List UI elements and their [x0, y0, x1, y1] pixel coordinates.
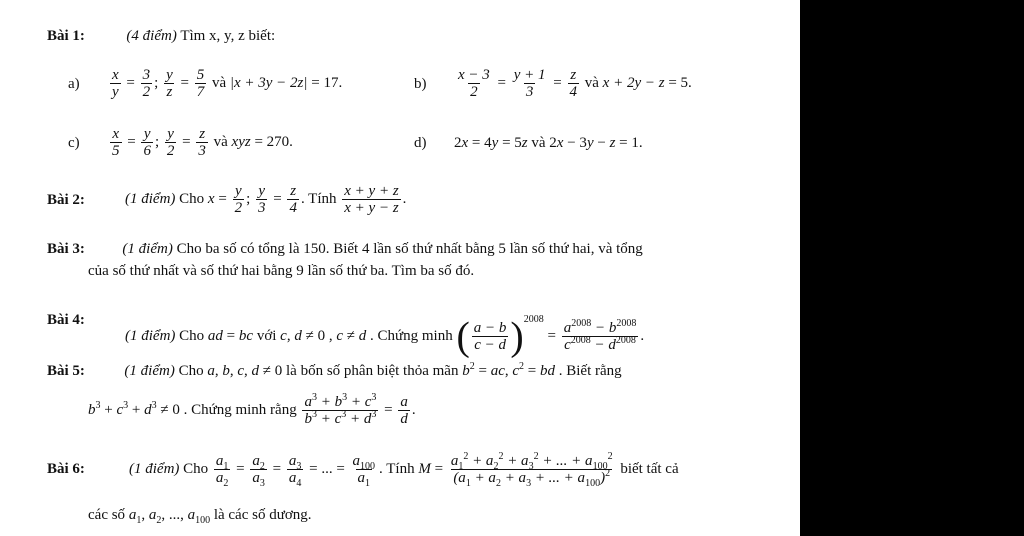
bai4-label	[47, 311, 85, 329]
bai1c-label: c)	[68, 135, 80, 151]
bai1-header	[47, 27, 275, 45]
bai2-label-text: Bài 2:	[47, 192, 85, 208]
bai6-line1: (1 điểm) Cho $\frac{a_1}{a_2}$ = $\frac{a_2}{a_3}$ = $\frac{a_3}{a_4}$ = ... = $\frac{a_{100}}{a_1}$ . Tính M = $\frac{a_1^2 + a_2^2 + a_3^2 + ... + a_{100}^2}{(a_1 + a_2 + a_3 + ... + a_{100})^2}$ biết tất cả	[129, 451, 679, 490]
bai6-label	[47, 460, 85, 478]
bai2-points: (1 điểm)	[125, 191, 176, 207]
bai1a-label: a)	[68, 76, 80, 92]
bai6-line2: các số $a_1$, $a_2$, ..., $a_{100}$ là các số dương.	[88, 507, 312, 526]
bai1d-expr: 2x = 4y = 5z và 2x − 3y − z = 1.	[454, 135, 643, 151]
bai3-points: (1 điểm)	[122, 241, 173, 257]
bai3-text1: Cho ba số có tổng là 150. Biết 4 lần số thứ nhất bằng 5 lần số thứ hai, và tổng	[176, 241, 643, 257]
bai6-label-text: Bài 6:	[47, 461, 85, 477]
bai1c-expr: $\frac{x}{5}$ = $\frac{y}{6}$ ; $\frac{y}{2}$ = $\frac{z}{3}$ và xyz = 270.	[112, 126, 293, 160]
bai4-points: (1 điểm)	[125, 328, 176, 344]
bai2-label	[47, 191, 85, 209]
bai1-label: Bài 1:	[47, 28, 85, 44]
bai5-line2: $b^3 + c^3 + d^3 \ne 0$ . Chứng minh rằng $\frac{a^3 + b^3 + c^3}{b^3 + c^3 + d^3}$ = $\frac{a}{d}$ .	[88, 392, 416, 428]
bai3-label: Bài 3:	[47, 241, 85, 257]
bai3-line2: của số thứ nhất và số thứ hai bằng 9 lần số thứ ba. Tìm ba số đó.	[88, 263, 475, 279]
bai5-points: (1 điểm)	[124, 363, 175, 379]
bai1-points: (4 điểm)	[126, 28, 177, 44]
bai6-points: (1 điểm)	[129, 461, 180, 477]
bai1d-label: d)	[414, 135, 427, 151]
bai4-label-text: Bài 4:	[47, 312, 85, 328]
black-side-panel	[800, 0, 1024, 536]
bai2-content: (1 điểm) Cho x = $\frac{y}{2}$ ; $\frac{y}{3}$ = $\frac{z}{4}$ . Tính $\frac{x + y + z}{x + y - z}$ .	[125, 183, 407, 217]
bai4-content: (1 điểm) Cho ad = bc với c, d ≠ 0 , c ≠ d . Chứng minh ( $\frac{a - b}{c - d}$ )$^{2008}$ = $\frac{a^{2008} - b^{2008}}{c^{2008} - d^{2008}}$ .	[125, 313, 645, 359]
bai5-label: Bài 5:	[47, 363, 85, 379]
bai1a-expr: $\frac{x}{y}$ = $\frac{3}{2}$ ; $\frac{y}{z}$ = $\frac{5}{7}$ và |x + 3y − 2z| = 17.	[112, 67, 343, 101]
bai5-line1: Bài 5: (1 điểm) Cho a, b, c, d ≠ 0 là bốn số phân biệt thỏa mãn $b^2$ = ac, $c^2$ = bd . Biết rằng	[47, 361, 622, 379]
bai1b-label: b)	[414, 76, 427, 92]
bai3-line1	[47, 240, 643, 258]
bai1b-expr: $\frac{x - 3}{2}$ = $\frac{y + 1}{3}$ = $\frac{z}{4}$ và x + 2y − z = 5.	[458, 67, 692, 101]
bai1-intro: Tìm x, y, z biết:	[180, 28, 276, 44]
